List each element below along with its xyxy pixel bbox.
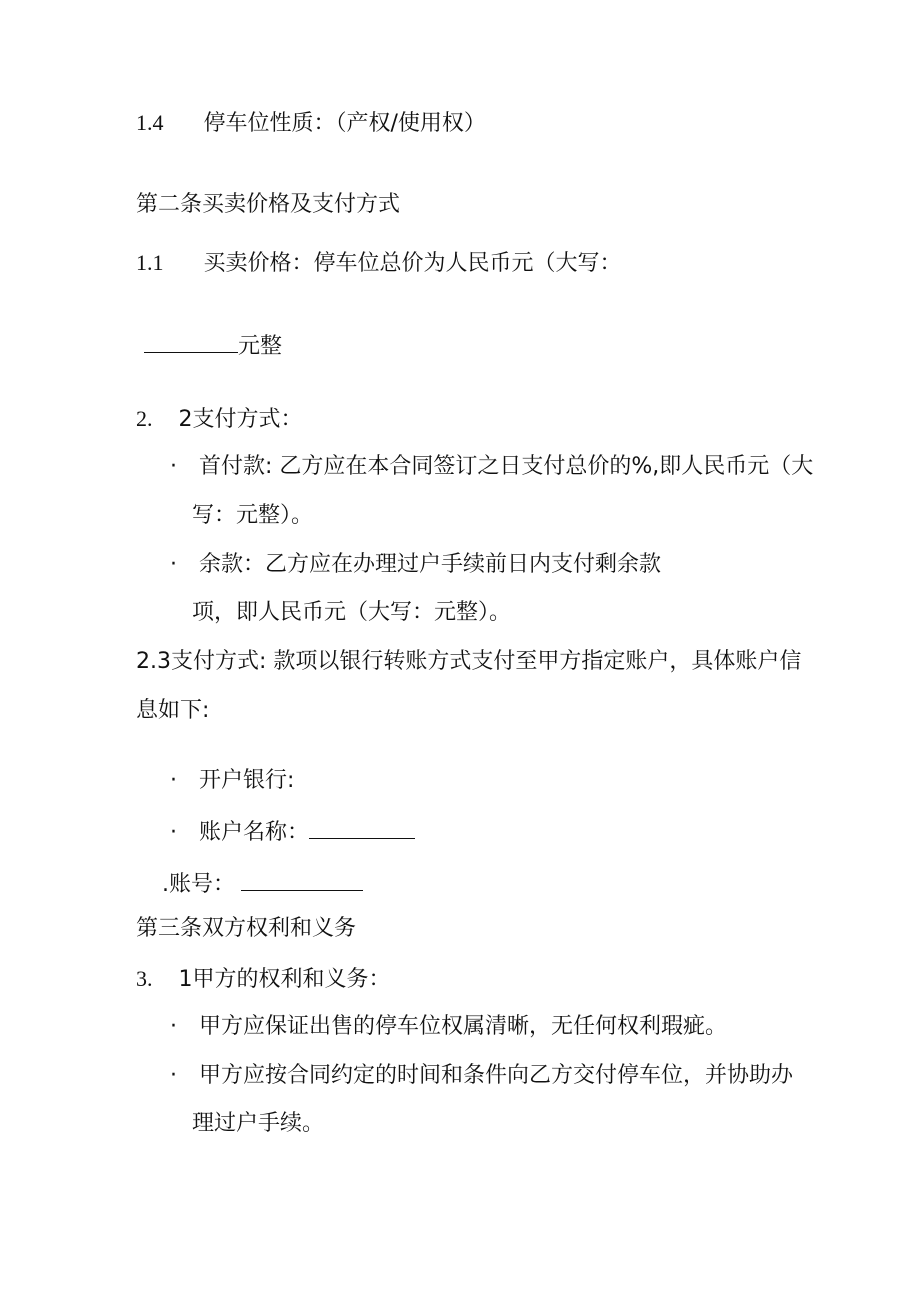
heading-text: 第二条买卖价格及支付方式 xyxy=(136,192,401,217)
duty-text: 甲方应按合同约定的时间和条件向乙方交付停车位，并协助办 xyxy=(199,1063,794,1088)
clause-number: 1.1 xyxy=(136,250,164,275)
amount-line xyxy=(144,332,282,362)
clause-2-2 xyxy=(136,404,303,434)
clause-text: 买卖价格：停车位总价为人民币元（大写： xyxy=(203,251,622,276)
down-payment-continuation xyxy=(192,501,313,531)
duty-item-2-continuation xyxy=(192,1109,324,1139)
down-payment-item xyxy=(170,452,813,482)
account-number-blank xyxy=(241,870,363,891)
account-name-label: 账户名称： xyxy=(199,820,310,845)
clause-text: 1甲方的权利和义务： xyxy=(178,967,391,992)
clause-text: 2.3支付方式: 款项以银行转账方式支付至甲方指定账户，具体账户信 xyxy=(136,649,802,674)
clause-number: 3. xyxy=(136,966,153,991)
clause-text-2: 息如下: xyxy=(136,698,210,723)
balance-continuation xyxy=(192,598,511,628)
article-2-heading xyxy=(136,190,400,220)
clause-3-1 xyxy=(136,964,391,994)
clause-1-1 xyxy=(136,248,622,278)
duty-item-1 xyxy=(170,1012,727,1042)
clause-2-3-continuation xyxy=(136,696,209,726)
bullet-icon: · xyxy=(170,1014,177,1039)
down-payment-text: 首付款: 乙方应在本合同签订之日支付总价的%,即人民币元（大 xyxy=(199,454,814,479)
bullet-icon: · xyxy=(170,820,177,845)
article-3-heading xyxy=(136,914,356,944)
down-payment-text-2: 写：元整）。 xyxy=(192,503,314,528)
balance-text: 余款：乙方应在办理过户手续前日内支付剩余款 xyxy=(199,552,662,577)
bank-field xyxy=(170,766,294,796)
clause-text: 停车位性质：（产权/使用权） xyxy=(203,111,486,136)
bank-label: 开户银行: xyxy=(199,768,295,793)
bullet-icon: · xyxy=(170,454,177,479)
account-number-field xyxy=(162,870,363,900)
bullet-icon: · xyxy=(170,552,177,577)
clause-number: 2. xyxy=(136,406,153,431)
amount-blank xyxy=(144,332,238,353)
clause-1-4 xyxy=(136,108,486,138)
bullet-icon: · xyxy=(170,768,177,793)
clause-number: 1.4 xyxy=(136,110,164,135)
duty-text-2: 理过户手续。 xyxy=(192,1111,325,1136)
heading-text: 第三条双方权利和义务 xyxy=(136,916,357,941)
duty-text: 甲方应保证出售的停车位权属清晰，无任何权利瑕疵。 xyxy=(199,1014,728,1039)
account-name-blank xyxy=(309,818,415,839)
balance-item xyxy=(170,550,661,580)
account-name-field xyxy=(170,818,415,848)
duty-item-2 xyxy=(170,1061,793,1091)
amount-suffix: 元整 xyxy=(238,334,283,359)
clause-2-3 xyxy=(136,647,801,677)
account-number-label: .账号： xyxy=(162,872,235,897)
balance-text-2: 项，即人民币元（大写：元整）。 xyxy=(192,600,512,625)
bullet-icon: · xyxy=(170,1063,177,1088)
clause-text: 2支付方式： xyxy=(178,407,303,432)
